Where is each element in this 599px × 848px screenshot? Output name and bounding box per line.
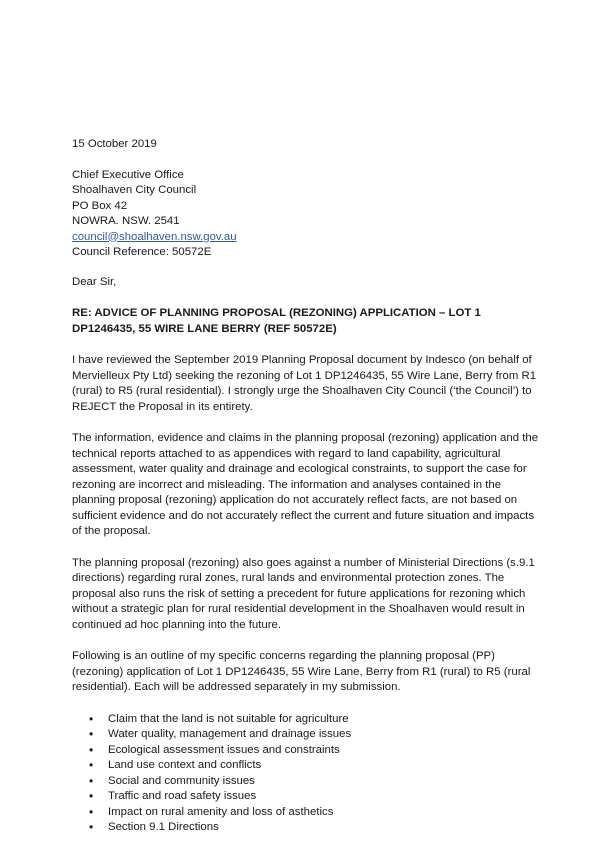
list-item: • Impact on rural amenity and loss of asthetics bbox=[89, 804, 334, 819]
recipient-line-2: Shoalhaven City Council bbox=[72, 184, 197, 196]
salutation: Dear Sir, bbox=[72, 275, 117, 288]
paragraph-1: I have reviewed the September 2019 Planning Proposal document by Indesco (on behalf of Mervielleux Pty Ltd) seeking the rezoning of Lot 1 DP1246435, 55 Wire Lane, Berry from R1 (rural) to R5 (rural residential). I strongly urge the Shoalhaven City Council (‘the Council’) to REJECT the Proposal in its entirety. bbox=[72, 354, 537, 413]
paragraph-3: The planning proposal (rezoning) also goes against a number of Ministerial Directions (s.9.1 directions) regarding rural zones, rural lands and environmental protection zones. The proposal also runs the risk of setting a precedent for future applications for rezoning which without a strategic plan for rural residential development in the Shoalhaven would result in continued ad hoc planning into the future. bbox=[72, 556, 535, 631]
letter-date: 15 October 2019 bbox=[72, 138, 157, 150]
recipient-line-3: PO Box 42 bbox=[72, 199, 128, 212]
list-item: • Water quality, management and drainage issues bbox=[89, 727, 352, 741]
letter-page bbox=[72, 137, 542, 836]
recipient-line-4: NOWRA. NSW. 2541 bbox=[72, 215, 180, 227]
bullet-icon: • bbox=[89, 742, 94, 757]
bullet-icon: • bbox=[89, 804, 94, 819]
bullet-icon: • bbox=[89, 711, 94, 726]
bullet-icon: • bbox=[89, 727, 94, 741]
list-item: • Ecological assessment issues and constraints bbox=[89, 742, 340, 757]
subject-line: RE: ADVICE OF PLANNING PROPOSAL (REZONING) APPLICATION – LOT 1 DP1246435, 55 WIRE LANE BERRY (REF 50572E) bbox=[72, 307, 481, 335]
recipient-line-1: Chief Executive Office bbox=[72, 168, 184, 181]
bullet-icon: • bbox=[89, 758, 94, 772]
list-item: • Section 9.1 Directions bbox=[89, 820, 219, 834]
list-item: • Land use context and conflicts bbox=[89, 758, 262, 772]
bullet-icon: • bbox=[89, 773, 94, 788]
recipient-email-link[interactable]: council@shoalhaven.nsw.gov.au bbox=[72, 230, 237, 243]
concerns-list bbox=[72, 712, 542, 836]
bullet-icon: • bbox=[89, 789, 94, 803]
paragraph-4: Following is an outline of my specific concerns regarding the planning proposal (PP) (rezoning) application of Lot 1 DP1246435, 55 Wire Lane, Berry from R1 (rural) to R5 (rural residential). Each will be addressed separately in my submission. bbox=[72, 650, 531, 693]
council-reference: Council Reference: 50572E bbox=[72, 246, 212, 258]
list-item: • Traffic and road safety issues bbox=[89, 789, 257, 803]
list-item: • Social and community issues bbox=[89, 773, 255, 788]
recipient-address bbox=[72, 168, 542, 261]
list-item: • Claim that the land is not suitable for agriculture bbox=[89, 711, 349, 726]
bullet-icon: • bbox=[89, 820, 94, 834]
paragraph-2: The information, evidence and claims in the planning proposal (rezoning) application and the technical reports attached to as appendices with regard to land capability, agricultural assessment, water quality and drainage and ecological constraints, to support the case for rezoning are incorrect and misleading. The information and analyses contained in the planning proposal (rezoning) application do not accurately reflect facts, are not based on sufficient evidence and do not accurately reflect the current and future situation and impacts of the proposal. bbox=[72, 432, 539, 537]
